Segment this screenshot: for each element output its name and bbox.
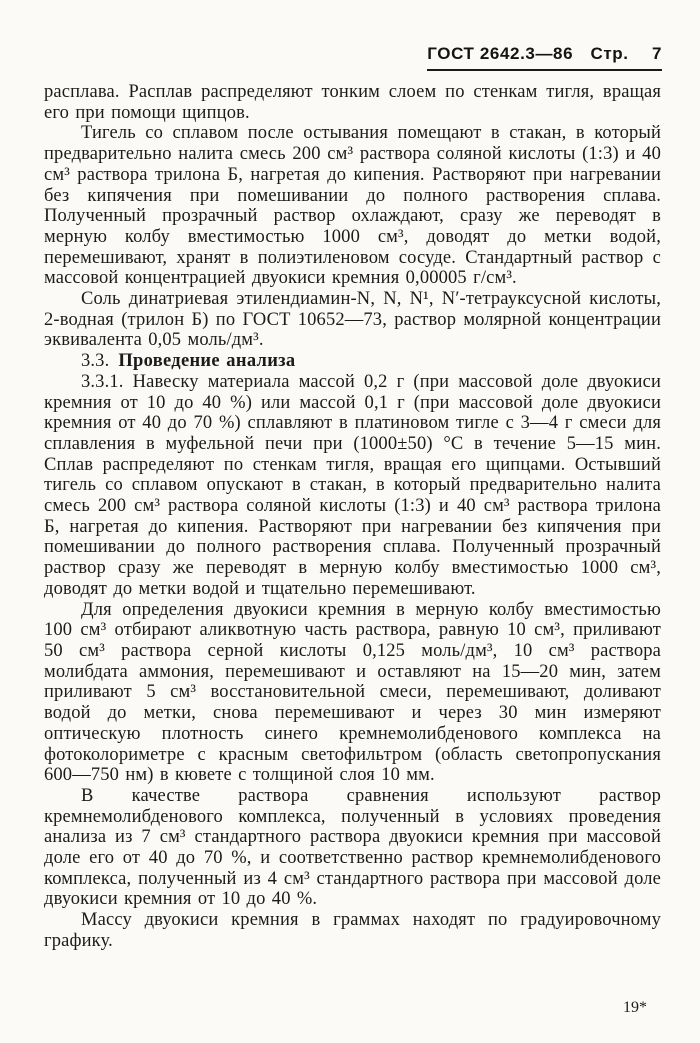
paragraph-continuation: расплава. Расплав распределяют тонким слоем по стенкам тигля, вращая его при помощи щипцов. [44, 82, 661, 123]
paragraph-sample-preparation: 3.3.1. Навеску материала массой 0,2 г (при массовой доле двуокиси кремния от 10 до 40 %) или массой 0,1 г (при массовой доле двуокиси кремния от 40 до 70 %) сплавляют в платиновом тигле с 3—4 г смеси для сплавления в муфельной печи при (1000±50) °С в течение 5—15 мин. Сплав распределяют по стенкам тигля, вращая его щипцами. Остывший тигель со сплавом опускают в стакан, в который предварительно налита смесь 200 см³ раствора соляной кислоты (1:3) и 40 см³ раствора трилона Б, нагретая до кипения. Растворяют при нагревании без кипячения при помешивании до полного растворения сплава. Полученный прозрачный раствор сразу же переводят в мерную колбу вместимостью 1000 см³, доводят до метки водой и тщательно перемешивают. [44, 371, 661, 599]
page-header [0, 0, 700, 71]
section-heading-title: Проведение анализа [118, 351, 296, 372]
signature-mark: 19* [623, 999, 647, 1016]
header-page-number: 7 [651, 44, 662, 63]
page-footer [623, 999, 647, 1017]
section-heading-number: 3.3. [81, 351, 110, 372]
header-page-label: Стр. [590, 44, 629, 63]
paragraph-trilon-salt: Соль динатриевая этилендиамин-N, N, N¹, N′-тетрауксусной кислоты, 2-водная (трилон Б) по ГОСТ 10652—73, раствор молярной концентрации эквивалента 0,05 моль/дм³. [44, 289, 661, 351]
paragraph-silica-determination: Для определения двуокиси кремния в мерную колбу вместимостью 100 см³ отбирают аликвотную часть раствора, равную 10 см³, приливают 50 см³ раствора серной кислоты 0,125 моль/дм³, 10 см³ раствора молибдата аммония, перемешивают и оставляют на 15—20 мин, затем приливают 5 см³ восстановительной смеси, перемешивают, доливают водой до метки, снова перемешивают и через 30 мин измеряют оптическую плотность синего кремнемолибденового комплекса на фотоколориметре с красным светофильтром (область светопропускания 600—750 нм) в кювете с толщиной слоя 10 мм. [44, 599, 661, 786]
paragraph-crucible-cooling: Тигель со сплавом после остывания помещают в стакан, в который предварительно налита смесь 200 см³ раствора соляной кислоты (1:3) и 40 см³ раствора трилона Б, нагретая до кипения. Растворяют при нагревании без кипячения при помешивании до полного растворения сплава. Полученный прозрачный раствор охлаждают, сразу же переводят в мерную колбу вместимостью 1000 см³, доводят до метки водой, перемешивают, хранят в полиэтиленовом сосуде. Стандартный раствор с массовой концентрацией двуокиси кремния 0,00005 г/см³. [44, 123, 661, 289]
section-heading [44, 351, 661, 372]
document-body [0, 71, 700, 952]
paragraph-calibration-graph: Массу двуокиси кремния в граммах находят по градуировочному графику. [44, 910, 661, 951]
paragraph-reference-solution: В качестве раствора сравнения используют раствор кремнемолибденового комплекса, полученный в условиях проведения анализа из 7 см³ стандартного раствора двуокиси кремния при массовой доле его от 40 до 70 %, и соответственно раствор кремнемолибденового комплекса, полученный из 4 см³ стандартного раствора при массовой доле двуокиси кремния от 10 до 40 %. [44, 785, 661, 910]
header-standard-number: ГОСТ 2642.3—86 [427, 44, 574, 63]
header-title [427, 44, 662, 71]
